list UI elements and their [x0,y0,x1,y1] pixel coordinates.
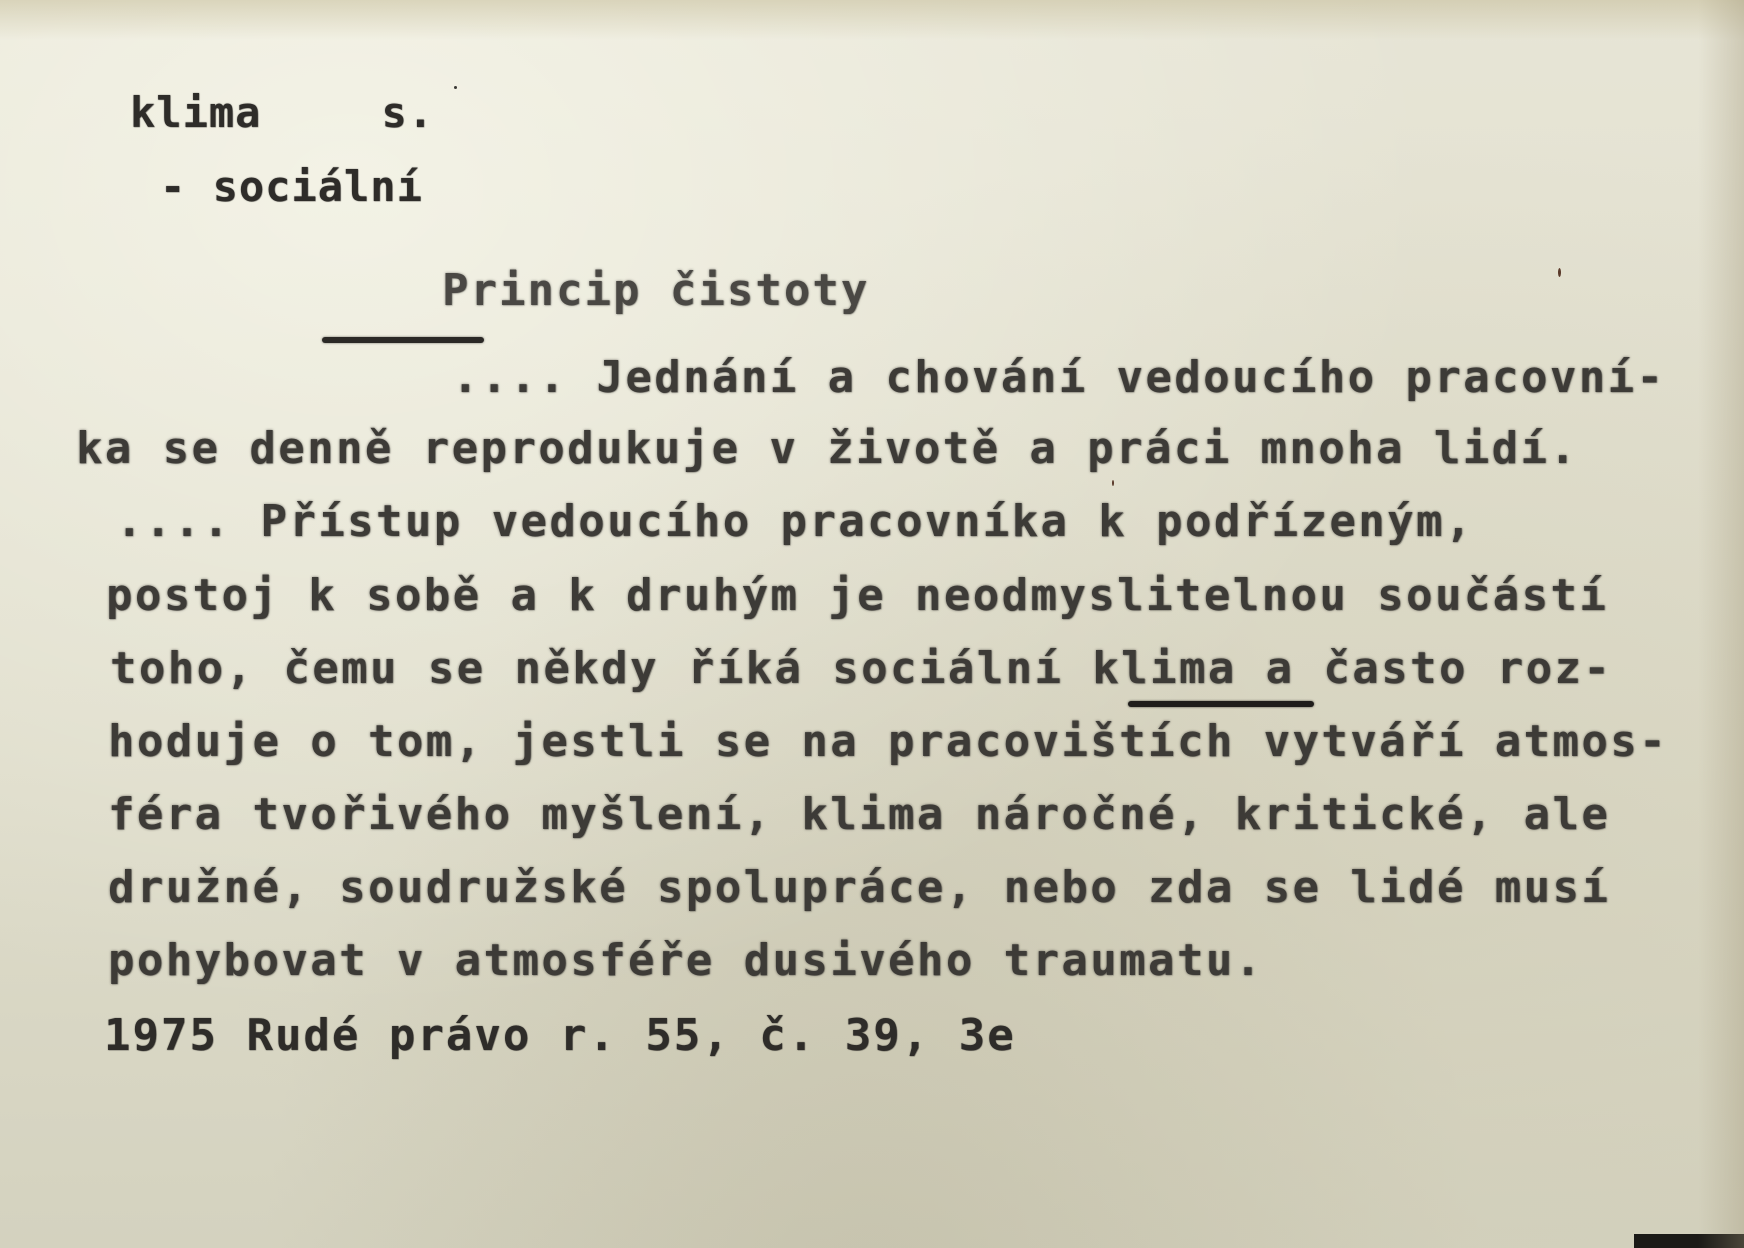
ink-speck [1558,268,1561,277]
quote-title: Princip čistoty [442,265,870,316]
quote-line-8: družné, soudružské spolupráce, nebo zda se lidé musí [108,862,1611,913]
quote-line-2: ka se denně reprodukuje v životě a práci mnoha lidí. [76,423,1579,474]
quote-line-6: hoduje o tom, jestli se na pracovištích vytváří atmos- [108,716,1669,767]
klima-underline [1128,701,1314,707]
quote-line-1: .... Jednání a chování vedoucího pracovní- [452,352,1666,403]
quote-line-7: féra tvořivého myšlení, klima náročné, kritické, ale [108,789,1611,840]
source-citation: 1975 Rudé právo r. 55, č. 39, 3e [104,1010,1016,1061]
ink-speck [454,86,457,89]
scan-edge [1634,1234,1744,1248]
headword-line [130,88,434,137]
headword-mark: s. [381,88,435,137]
quote-line-4: postoj k sobě a k druhým je neodmyslitelnou součástí [106,570,1609,621]
subhead: - sociální [160,162,423,211]
ink-speck [1112,480,1114,486]
headword: klima [130,88,262,137]
title-underline [322,337,484,343]
quote-line-3: .... Přístup vedoucího pracovníka k podřízeným, [116,496,1474,547]
quote-line-9: pohybovat v atmosféře dusivého traumatu. [108,935,1264,986]
quote-line-5: toho, čemu se někdy říká sociální klima a často roz- [110,643,1613,694]
